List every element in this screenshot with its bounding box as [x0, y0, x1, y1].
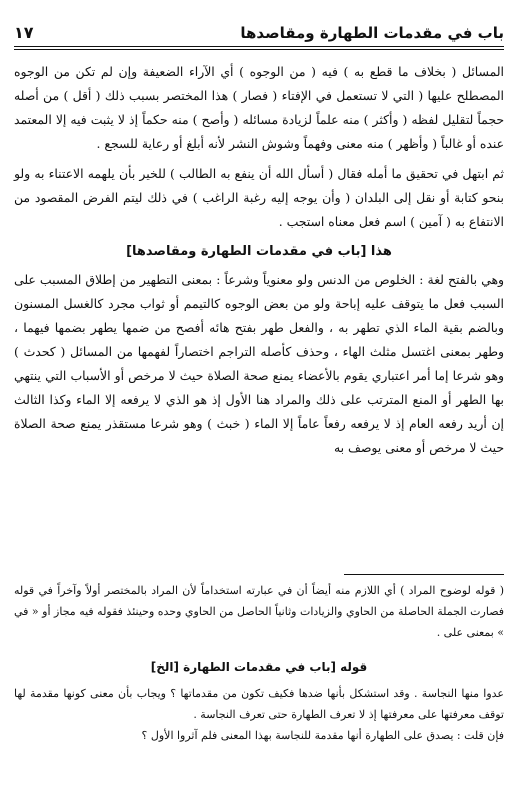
- header-rule-secondary: [14, 49, 504, 50]
- footnote: فإن قلت : يصدق على الطهارة أنها مقدمة للنجاسة بهذا المعنى فلم آثروا الأول ؟: [141, 729, 504, 742]
- footnote-separator: [344, 574, 504, 575]
- footnote: ( قوله لوضوح المراد ) أي اللازم منه أيضاً أن في عبارته استخداماً لأن المراد بالمختصر أولاً وآخراً في قوله فصارت الجملة الحاصلة من الحاوي والزيادات وثانياً الحاصل من الحاوي وحده وحينئذ فقوله فيه مجاز أو « في » بمعنى على .: [14, 584, 504, 639]
- section-heading: هذا [باب في مقدمات الطهارة ومقاصدها]: [126, 244, 392, 259]
- main-text: [14, 60, 504, 460]
- page-header: [14, 18, 504, 42]
- running-title: باب في مقدمات الطهارة ومقاصدها: [240, 24, 504, 42]
- header-rule: [14, 46, 504, 47]
- footnote: عدوا منها النجاسة . وقد استشكل بأنها ضدها فكيف تكون من مقدماتها ؟ ويجاب بأن معنى كونها مقدمة لها توقف معرفتها على معرفتها إذ لا تعرف الطهارة حتى تعرف النجاسة .: [14, 687, 504, 721]
- footnote-heading: قوله [باب في مقدمات الطهارة [الخ]: [150, 660, 368, 674]
- footnotes: [14, 580, 504, 746]
- page-number: ١٧: [14, 23, 34, 42]
- paragraph: المسائل ( بخلاف ما قطع به ) فيه ( من الوجوه ) أي الآراء الضعيفة وإن لم تكن من الوجوه المصطلح عليها ( التي لا تستعمل في الإفتاء ( فصار ) هذا المختصر بسبب ذلك ( أقل ) من أصله حجماً لتقليل لفظه ( وأكثر ) منه علماً لزيادة مسائله ( وأصح ) منه حكماً إذ لا يثبت فيه إلا المعتمد عنده أو غالباً ( وأظهر ) منه معنى وفهماً وشوش النشر لأنه أبلغ أو رعاية للسجع .: [14, 64, 504, 151]
- paragraph: ثم ابتهل في تحقيق ما أمله فقال ( أسأل الله أن ينفع به الطالب ) للخير بأن يلهمه الاعتناء به ولو بنحو كتابة أو نقل إلى البلدان ( وأن يوجه إليه رغبة الراغب ) في ذلك ليتم الفرض المقصود من الانتفاع به ( آمين ) اسم فعل معناه استجب .: [14, 166, 504, 229]
- paragraph: وهي بالفتح لغة : الخلوص من الدنس ولو معنوياً وشرعاً : بمعنى التطهير من إطلاق المسبب على السبب فعل ما يتوقف عليه إباحة ولو من بعض الوجوه كالتيمم أو ثواب مجرد كالغسل المسنون وبالضم بقية الماء الذي تطهر به ، والفعل طهر بفتح هائه أفصح من ضمها يطهر بضمها فيهما ، وطهر بمعنى اغتسل مثلث الهاء ، وحذف كأصله التراجم اختصاراً لفهمها من المسائل ( كحدث ) وهو شرعا إما أمر اعتباري يقوم بالأعضاء يمنع صحة الصلاة حيث لا مرخص أو الأسباب التي ينتهي بها الطهر أو المنع المترتب على ذلك والمراد هنا الأول إذ هو الذي لا يرفعه إلا الماء وكذا الثالث إن أريد رفعه العام إذ لا يرفعه رفعاً عاماً إلا الماء ( خبث ) وهو شرعا مستقذر يمنع صحة الصلاة حيث لا مرخص أو معنى يوصف به: [14, 272, 504, 455]
